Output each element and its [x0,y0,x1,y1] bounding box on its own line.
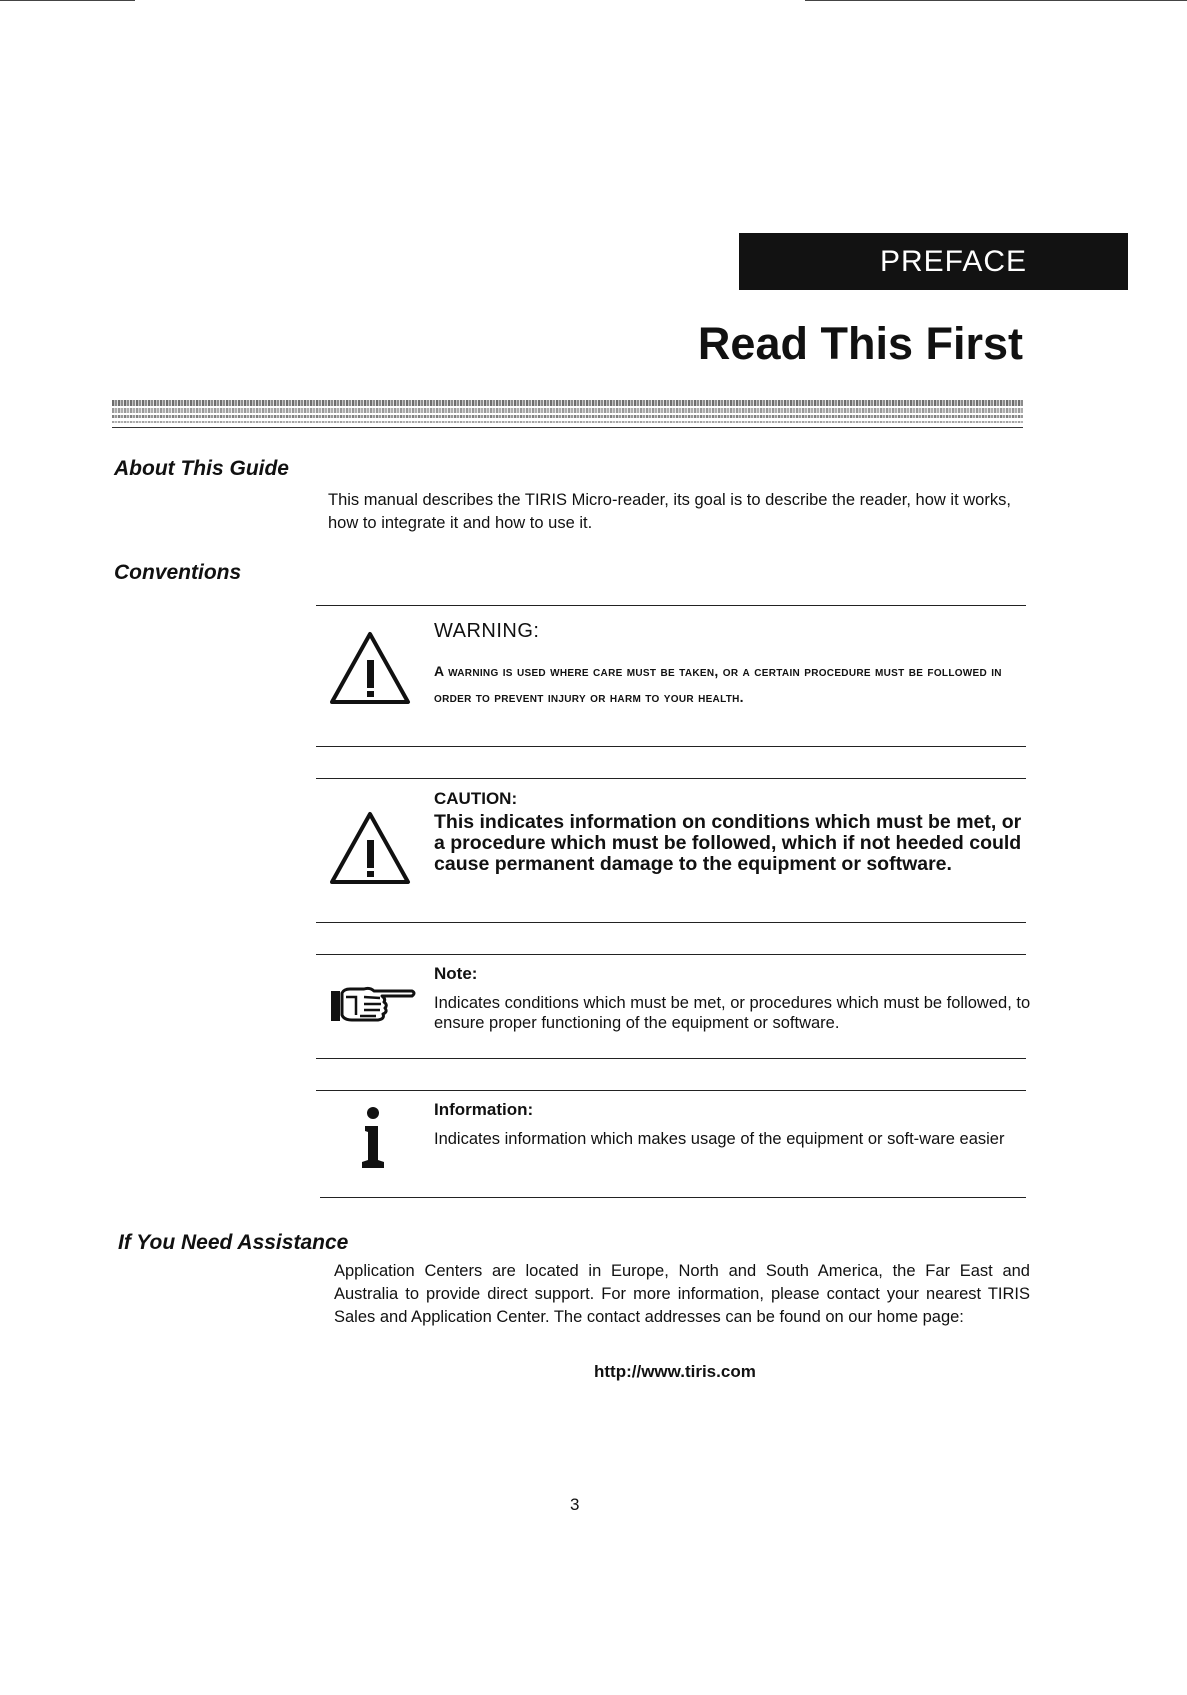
note-text: Indicates conditions which must be met, or procedures which must be followed, to ensure proper functioning of the equipment or software. [434,994,1031,1032]
about-heading: About This Guide [114,457,289,480]
scan-edge-top-right [805,0,1187,1]
note-label: Note: [434,964,478,983]
information-bottom-rule [320,1197,1026,1198]
assistance-text: Application Centers are located in Europe, North and South America, the Far East and Australia to provide direct support. For more information, please contact your nearest TIRIS Sales and Application Center. The contact addresses can be found on our home page: [334,1262,1030,1326]
note-bottom-rule [316,1058,1026,1059]
warning-bottom-rule [316,746,1026,747]
assistance-heading: If You Need Assistance [118,1231,349,1254]
page-title: Read This First [697,318,1023,369]
section-divider [112,400,1023,430]
preface-label: PREFACE [879,244,1028,278]
caution-top-rule [316,778,1026,779]
caution-label: CAUTION: [434,789,518,808]
caution-text: This indicates information on conditions which must be met, or a procedure which must be followed, which if not heeded could cause permanent damage to the equipment or software. [434,811,1022,875]
pointing-hand-icon [330,985,416,1025]
info-i-icon [358,1106,388,1170]
warning-text: A warning is used where care must be taken, or a certain procedure must be followed in order to prevent injury or harm to your health. [434,663,1002,705]
homepage-url[interactable]: http://www.tiris.com [594,1362,756,1381]
warning-top-rule [316,605,1026,606]
warning-triangle-icon [328,628,412,708]
warning-label: WARNING: [434,620,540,642]
note-top-rule [316,954,1026,955]
scan-edge-top-left [0,0,135,1]
conventions-heading: Conventions [114,561,242,584]
about-text: This manual describes the TIRIS Micro-reader, its goal is to describe the reader, how it works, how to integrate it and how to use it. [328,491,1011,532]
information-top-rule [316,1090,1026,1091]
caution-bottom-rule [316,922,1026,923]
information-label: Information: [434,1100,534,1119]
preface-band [739,233,1128,290]
caution-triangle-icon [328,808,412,888]
information-text: Indicates information which makes usage of the equipment or soft-ware easier [434,1130,1005,1148]
page-number: 3 [570,1495,580,1514]
